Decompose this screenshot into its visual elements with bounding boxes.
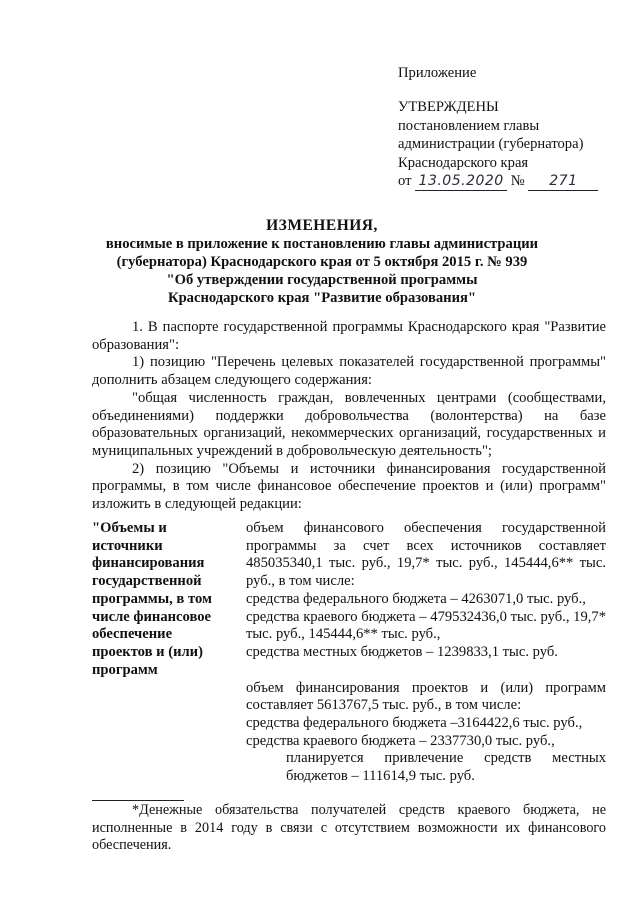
title-line-4: Краснодарского края "Развитие образования" <box>167 290 476 306</box>
table-text-8: планируется привлечение средств местных бюджетов – 111614,9 тыс. руб. <box>286 750 606 785</box>
table-text-1: объем финансового обеспечения государственной программы за счет всех источников составляет 485035340,1 тыс. руб., 19,7* тыс. руб., 145444,6** тыс. руб., в том числе: <box>246 520 606 590</box>
paragraph-1: 1. В паспорте государственной программы Краснодарского края "Развитие образования": <box>92 319 606 353</box>
table-text-7: средства краевого бюджета – 2337730,0 тыс. руб., <box>246 732 555 749</box>
document-body <box>92 319 606 514</box>
footnote <box>92 802 606 855</box>
paragraph-3: "общая численность граждан, вовлеченных центрами (сообществами, объединениями) поддержки добровольчества (волонтерства) на базе образовательных организаций, некоммерческих организаций, государственных и муниципальных учреждений в добровольческую деятельность"; <box>92 389 606 459</box>
handwritten-date: 13.05.2020 <box>418 173 504 190</box>
approval-date-line <box>398 172 608 191</box>
table-label-cell: "Объемы и источники финансирования государственной программы, в том числе финансовое обеспечение проектов и (или) программ <box>92 520 212 678</box>
paragraph-4: 2) позицию "Объемы и источники финансирования государственной программы, в том числе финансовое обеспечение проектов и (или) программ" изложить в следующей редакции: <box>92 460 606 513</box>
table-text-3: средства краевого бюджета – 479532436,0 тыс. руб., 19,7* тыс. руб., 145444,6** тыс. руб., <box>246 608 606 643</box>
footnote-text: *Денежные обязательства получателей средств краевого бюджета, не исполненные в 2014 году в связи с отсутствием возможности их финансового обеспечения. <box>92 802 606 853</box>
table-text-2: средства федерального бюджета – 4263071,0 тыс. руб., <box>246 590 586 607</box>
approval-block <box>398 64 608 191</box>
document-title <box>60 217 584 307</box>
date-field <box>415 172 507 191</box>
approval-line-2: администрации (губернатора) <box>398 136 584 153</box>
table-text-5: объем финансирования проектов и (или) программ составляет 5613767,5 тыс. руб., в том числе: <box>246 679 606 714</box>
handwritten-number: 271 <box>549 173 578 190</box>
title-line-1: вносимые в приложение к постановлению главы администрации <box>105 236 539 252</box>
table-text-4: средства местных бюджетов – 1239833,1 тыс. руб. <box>246 643 558 660</box>
approved-label: УТВЕРЖДЕНЫ <box>398 99 499 116</box>
appendix-label: Приложение <box>398 65 477 81</box>
approval-line-3: Краснодарского края <box>398 154 529 171</box>
title-line-2: (губернатора) Краснодарского края от 5 октября 2015 г. № 939 <box>116 254 528 270</box>
financing-table <box>92 520 606 786</box>
from-label: от <box>398 173 412 190</box>
title-heading: ИЗМЕНЕНИЯ, <box>266 217 378 234</box>
paragraph-2: 1) позицию "Перечень целевых показателей государственной программы" дополнить абзацем следующего содержания: <box>92 354 606 389</box>
footnote-divider <box>92 800 184 801</box>
table-value-cell <box>246 520 606 786</box>
number-field <box>528 172 598 191</box>
number-label: № <box>510 173 525 190</box>
title-line-3: "Об утверждении государственной программы <box>166 272 478 288</box>
table-text-6: средства федерального бюджета –3164422,6 тыс. руб., <box>246 715 583 732</box>
approval-line-1: постановлением главы <box>398 117 540 134</box>
